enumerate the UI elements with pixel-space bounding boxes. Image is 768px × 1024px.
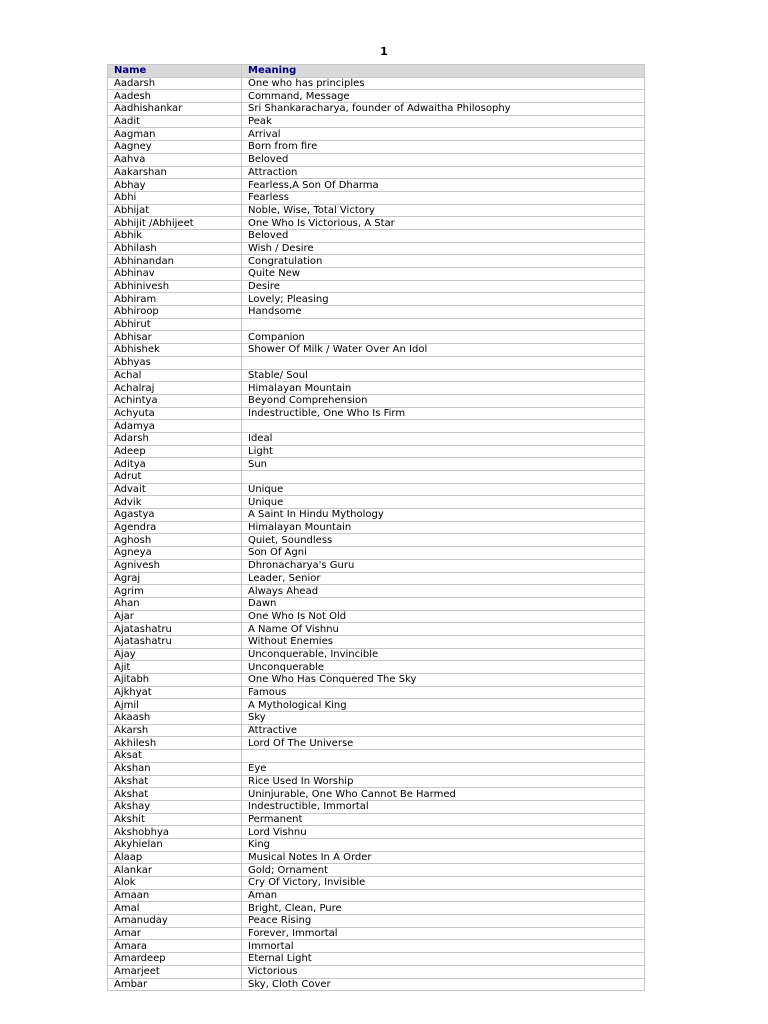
meaning-cell: A Mythological King: [242, 699, 645, 712]
meaning-cell: Rice Used In Worship: [242, 775, 645, 788]
table-row: [108, 597, 645, 610]
name-cell: Abhijit /Abhijeet: [108, 217, 242, 230]
meaning-cell: Unconquerable: [242, 661, 645, 674]
name-cell: Abhinav: [108, 268, 242, 281]
meaning-cell: Lord Of The Universe: [242, 737, 645, 750]
table-row: [108, 534, 645, 547]
name-cell: Amara: [108, 940, 242, 953]
meaning-cell: [242, 471, 645, 484]
name-cell: Aksat: [108, 750, 242, 763]
meaning-cell: Wish / Desire: [242, 242, 645, 255]
meaning-cell: Aman: [242, 889, 645, 902]
table-row: [108, 572, 645, 585]
meaning-cell: Immortal: [242, 940, 645, 953]
table-row: [108, 851, 645, 864]
table-body: [108, 77, 645, 991]
table-row: [108, 306, 645, 319]
name-cell: Abhik: [108, 229, 242, 242]
meaning-cell: Leader, Senior: [242, 572, 645, 585]
table-row: [108, 661, 645, 674]
table-row: [108, 585, 645, 598]
table-row: [108, 445, 645, 458]
meaning-cell: Fearless: [242, 191, 645, 204]
meaning-cell: Beyond Comprehension: [242, 394, 645, 407]
name-cell: Abhinandan: [108, 255, 242, 268]
page-number: 1: [380, 45, 388, 58]
name-cell: Akshit: [108, 813, 242, 826]
names-table: [107, 64, 645, 991]
name-cell: Aakarshan: [108, 166, 242, 179]
meaning-cell: Without Enemies: [242, 635, 645, 648]
meaning-cell: Unique: [242, 496, 645, 509]
meaning-cell: Peace Rising: [242, 915, 645, 928]
table-row: [108, 394, 645, 407]
meaning-cell: Command, Message: [242, 90, 645, 103]
meaning-cell: Eye: [242, 762, 645, 775]
name-cell: Abhi: [108, 191, 242, 204]
table-row: [108, 153, 645, 166]
name-cell: Akshay: [108, 800, 242, 813]
name-cell: Aadarsh: [108, 77, 242, 90]
name-cell: Aahva: [108, 153, 242, 166]
name-cell: Abhiroop: [108, 306, 242, 319]
name-cell: Abhisar: [108, 331, 242, 344]
table-row: [108, 204, 645, 217]
table-row: [108, 90, 645, 103]
meaning-cell: Attractive: [242, 724, 645, 737]
table-row: [108, 889, 645, 902]
table-row: [108, 800, 645, 813]
table-row: [108, 712, 645, 725]
name-cell: Amal: [108, 902, 242, 915]
table-row: [108, 255, 645, 268]
meaning-cell: Sky: [242, 712, 645, 725]
meaning-cell: One Who Is Not Old: [242, 610, 645, 623]
meaning-cell: Famous: [242, 686, 645, 699]
meaning-cell: Victorious: [242, 965, 645, 978]
table-row: [108, 610, 645, 623]
meaning-cell: Shower Of Milk / Water Over An Idol: [242, 344, 645, 357]
name-cell: Ajmil: [108, 699, 242, 712]
name-cell: Aadesh: [108, 90, 242, 103]
name-cell: Ajatashatru: [108, 635, 242, 648]
name-cell: Advik: [108, 496, 242, 509]
meaning-cell: Handsome: [242, 306, 645, 319]
name-cell: Agraj: [108, 572, 242, 585]
name-cell: Ahan: [108, 597, 242, 610]
name-cell: Ajatashatru: [108, 623, 242, 636]
meaning-cell: Sun: [242, 458, 645, 471]
name-cell: Akshat: [108, 775, 242, 788]
table-row: [108, 217, 645, 230]
name-cell: Aadit: [108, 115, 242, 128]
table-row: [108, 509, 645, 522]
name-cell: Akshat: [108, 788, 242, 801]
table-header-row: [108, 65, 645, 78]
name-cell: Amanuday: [108, 915, 242, 928]
name-cell: Abhishek: [108, 344, 242, 357]
meaning-cell: Light: [242, 445, 645, 458]
table-row: [108, 750, 645, 763]
name-cell: Aadhishankar: [108, 103, 242, 116]
name-cell: Akaash: [108, 712, 242, 725]
name-cell: Ajkhyat: [108, 686, 242, 699]
table-row: [108, 369, 645, 382]
name-cell: Agendra: [108, 521, 242, 534]
meaning-cell: Always Ahead: [242, 585, 645, 598]
table-row: [108, 179, 645, 192]
meaning-cell: Indestructible, Immortal: [242, 800, 645, 813]
name-cell: Amar: [108, 927, 242, 940]
meaning-cell: Forever, Immortal: [242, 927, 645, 940]
meaning-cell: Unconquerable, Invincible: [242, 648, 645, 661]
name-cell: Aagman: [108, 128, 242, 141]
table-row: [108, 115, 645, 128]
meaning-cell: Unique: [242, 483, 645, 496]
table-row: [108, 77, 645, 90]
meaning-cell: Beloved: [242, 153, 645, 166]
name-cell: Akshan: [108, 762, 242, 775]
table-row: [108, 813, 645, 826]
table-row: [108, 229, 645, 242]
name-cell: Abhilash: [108, 242, 242, 255]
name-cell: Abhirut: [108, 318, 242, 331]
table-row: [108, 458, 645, 471]
meaning-cell: Companion: [242, 331, 645, 344]
meaning-cell: King: [242, 838, 645, 851]
meaning-cell: Attraction: [242, 166, 645, 179]
meaning-cell: Lovely; Pleasing: [242, 293, 645, 306]
table-row: [108, 838, 645, 851]
table-row: [108, 623, 645, 636]
name-cell: Akarsh: [108, 724, 242, 737]
meaning-cell: Peak: [242, 115, 645, 128]
name-cell: Akshobhya: [108, 826, 242, 839]
table-row: [108, 496, 645, 509]
meaning-cell: Ideal: [242, 432, 645, 445]
meaning-cell: Noble, Wise, Total Victory: [242, 204, 645, 217]
table-row: [108, 407, 645, 420]
meaning-cell: Sri Shankaracharya, founder of Adwaitha Philosophy: [242, 103, 645, 116]
table-row: [108, 521, 645, 534]
name-cell: Ajitabh: [108, 674, 242, 687]
name-cell: Akyhielan: [108, 838, 242, 851]
meaning-cell: One Who Has Conquered The Sky: [242, 674, 645, 687]
name-cell: Alaap: [108, 851, 242, 864]
name-cell: Amaan: [108, 889, 242, 902]
table-row: [108, 686, 645, 699]
name-cell: Ambar: [108, 978, 242, 991]
table-row: [108, 965, 645, 978]
name-cell: Adrut: [108, 471, 242, 484]
table-row: [108, 699, 645, 712]
name-cell: Abhay: [108, 179, 242, 192]
name-cell: Agnivesh: [108, 559, 242, 572]
table-row: [108, 141, 645, 154]
name-cell: Ajit: [108, 661, 242, 674]
name-cell: Abhyas: [108, 356, 242, 369]
table-row: [108, 471, 645, 484]
name-cell: Abhijat: [108, 204, 242, 217]
table-row: [108, 293, 645, 306]
meaning-cell: A Name Of Vishnu: [242, 623, 645, 636]
table-row: [108, 382, 645, 395]
table-row: [108, 762, 645, 775]
table-row: [108, 635, 645, 648]
name-cell: Abhiram: [108, 293, 242, 306]
name-cell: Alankar: [108, 864, 242, 877]
table-row: [108, 420, 645, 433]
table-row: [108, 280, 645, 293]
name-cell: Adamya: [108, 420, 242, 433]
table-row: [108, 737, 645, 750]
meaning-cell: Gold; Ornament: [242, 864, 645, 877]
meaning-cell: Congratulation: [242, 255, 645, 268]
table-row: [108, 242, 645, 255]
meaning-cell: Dawn: [242, 597, 645, 610]
name-cell: Achintya: [108, 394, 242, 407]
table-row: [108, 877, 645, 890]
meaning-cell: [242, 318, 645, 331]
name-cell: Agastya: [108, 509, 242, 522]
table-row: [108, 902, 645, 915]
name-cell: Amarjeet: [108, 965, 242, 978]
table-row: [108, 547, 645, 560]
table-row: [108, 559, 645, 572]
column-header-meaning: Meaning: [242, 65, 645, 78]
meaning-cell: Fearless,A Son Of Dharma: [242, 179, 645, 192]
name-cell: Akhilesh: [108, 737, 242, 750]
name-cell: Abhinivesh: [108, 280, 242, 293]
name-cell: Aagney: [108, 141, 242, 154]
meaning-cell: Dhronacharya's Guru: [242, 559, 645, 572]
table-row: [108, 432, 645, 445]
table-row: [108, 953, 645, 966]
meaning-cell: Himalayan Mountain: [242, 521, 645, 534]
meaning-cell: Eternal Light: [242, 953, 645, 966]
table-row: [108, 356, 645, 369]
meaning-cell: Quite New: [242, 268, 645, 281]
meaning-cell: [242, 356, 645, 369]
meaning-cell: Desire: [242, 280, 645, 293]
table-row: [108, 318, 645, 331]
table-row: [108, 331, 645, 344]
meaning-cell: Born from fire: [242, 141, 645, 154]
meaning-cell: Musical Notes In A Order: [242, 851, 645, 864]
meaning-cell: Quiet, Soundless: [242, 534, 645, 547]
name-cell: Aghosh: [108, 534, 242, 547]
meaning-cell: One Who Is Victorious, A Star: [242, 217, 645, 230]
table-row: [108, 103, 645, 116]
name-cell: Aditya: [108, 458, 242, 471]
table-row: [108, 775, 645, 788]
table-row: [108, 826, 645, 839]
meaning-cell: Himalayan Mountain: [242, 382, 645, 395]
table-row: [108, 724, 645, 737]
table-row: [108, 927, 645, 940]
name-cell: Agrim: [108, 585, 242, 598]
table-row: [108, 128, 645, 141]
table-row: [108, 978, 645, 991]
name-cell: Achyuta: [108, 407, 242, 420]
meaning-cell: A Saint In Hindu Mythology: [242, 509, 645, 522]
name-cell: Ajay: [108, 648, 242, 661]
meaning-cell: [242, 420, 645, 433]
name-cell: Advait: [108, 483, 242, 496]
table-row: [108, 648, 645, 661]
meaning-cell: Bright, Clean, Pure: [242, 902, 645, 915]
table-row: [108, 674, 645, 687]
meaning-cell: Son Of Agni: [242, 547, 645, 560]
table-row: [108, 344, 645, 357]
table-row: [108, 166, 645, 179]
table-row: [108, 788, 645, 801]
name-cell: Amardeep: [108, 953, 242, 966]
meaning-cell: Uninjurable, One Who Cannot Be Harmed: [242, 788, 645, 801]
table-row: [108, 940, 645, 953]
meaning-cell: [242, 750, 645, 763]
table-row: [108, 268, 645, 281]
name-cell: Adarsh: [108, 432, 242, 445]
name-cell: Agneya: [108, 547, 242, 560]
meaning-cell: Beloved: [242, 229, 645, 242]
meaning-cell: Permanent: [242, 813, 645, 826]
name-cell: Adeep: [108, 445, 242, 458]
name-cell: Ajar: [108, 610, 242, 623]
table-row: [108, 483, 645, 496]
meaning-cell: One who has principles: [242, 77, 645, 90]
meaning-cell: Cry Of Victory, Invisible: [242, 877, 645, 890]
name-cell: Achal: [108, 369, 242, 382]
meaning-cell: Stable/ Soul: [242, 369, 645, 382]
table-row: [108, 864, 645, 877]
column-header-name: Name: [108, 65, 242, 78]
name-cell: Achalraj: [108, 382, 242, 395]
meaning-cell: Indestructible, One Who Is Firm: [242, 407, 645, 420]
meaning-cell: Sky, Cloth Cover: [242, 978, 645, 991]
table-row: [108, 191, 645, 204]
meaning-cell: Lord Vishnu: [242, 826, 645, 839]
name-cell: Alok: [108, 877, 242, 890]
meaning-cell: Arrival: [242, 128, 645, 141]
table-row: [108, 915, 645, 928]
